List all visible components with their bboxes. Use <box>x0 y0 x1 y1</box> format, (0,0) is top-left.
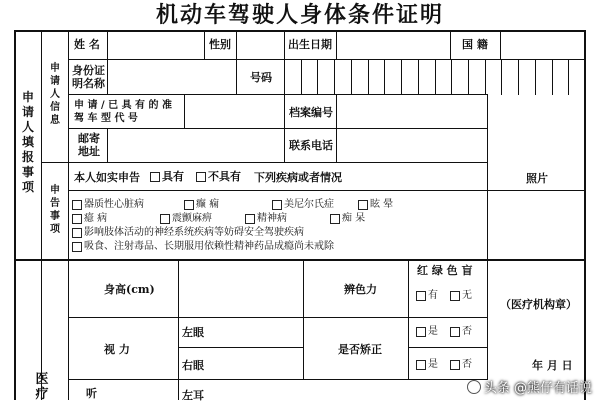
disease-paralysis-text: 震颤麻痹 <box>172 213 212 224</box>
applicant-side-label: 申请人填报事项 <box>21 90 34 194</box>
condition-neuro-checkbox[interactable] <box>72 228 82 238</box>
corrected-yes-1[interactable] <box>416 326 438 338</box>
color-blind-none[interactable] <box>450 290 472 302</box>
watermark-logo-icon <box>467 380 481 394</box>
name-label: 姓 名 <box>74 38 100 51</box>
id-digit-cell-divider <box>351 59 352 95</box>
declare-side-label: 申告事项 <box>50 185 60 235</box>
med-row-corr-mid <box>408 347 488 348</box>
file-num-left <box>284 94 285 129</box>
subsidebar-divider <box>68 30 69 260</box>
corrected-yes-2-checkbox[interactable] <box>416 360 426 370</box>
med-col-5 <box>487 259 488 380</box>
condition-drugs-checkbox[interactable] <box>72 242 82 252</box>
disease-vertigo-checkbox[interactable] <box>358 200 368 210</box>
row-line-1 <box>68 59 586 60</box>
frame-right-line <box>584 30 586 400</box>
frame-left-line <box>14 30 16 400</box>
disease-psychosis[interactable] <box>245 213 287 225</box>
med-row-1 <box>68 317 488 318</box>
postal-divider <box>107 128 108 163</box>
disease-heart-checkbox[interactable] <box>72 200 82 210</box>
section-split-line <box>14 259 586 261</box>
left-eye-label: 左眼 <box>182 326 204 339</box>
corrected-no-1-checkbox[interactable] <box>450 327 460 337</box>
color-blind-none-text: 无 <box>462 290 472 301</box>
license-type-label: 申 请 / 已 具 有 的 准 驾 车 型 代 号 <box>74 100 173 124</box>
declare-prefix: 本人如实申告 <box>74 171 140 184</box>
disease-paralysis-checkbox[interactable] <box>160 214 170 224</box>
disease-dementia-checkbox[interactable] <box>330 214 340 224</box>
condition-neuro[interactable] <box>72 227 304 239</box>
declare-yes-text: 具有 <box>162 170 184 183</box>
id-digit-cell-divider <box>518 59 519 95</box>
gender-label-right <box>236 30 237 60</box>
disease-psychosis-text: 精神病 <box>257 213 287 224</box>
id-digit-cell-divider <box>552 59 553 95</box>
id-digit-cell-divider <box>401 59 402 95</box>
id-digit-cell-divider <box>418 59 419 95</box>
gender-label-left <box>204 30 205 60</box>
dob-label-left <box>284 30 285 60</box>
id-num-label-left <box>236 59 237 95</box>
corrected-yes-1-checkbox[interactable] <box>416 327 426 337</box>
disease-paralysis[interactable] <box>160 213 212 225</box>
id-digit-cell-divider <box>568 59 569 95</box>
phone-right <box>336 128 337 163</box>
vision-label: 视 力 <box>104 343 130 356</box>
corrected-yes-2-text: 是 <box>428 359 438 370</box>
photo-left-line <box>487 94 488 260</box>
row-line-2 <box>68 94 488 95</box>
phone-left <box>284 128 285 163</box>
file-number-label: 档案编号 <box>289 106 333 119</box>
info-bottom-line <box>41 162 488 163</box>
license-divider <box>184 94 185 129</box>
disease-meniere-checkbox[interactable] <box>272 200 282 210</box>
file-num-right <box>336 94 337 129</box>
id-doc-label: 身份证明名称 <box>72 64 105 90</box>
med-row-2 <box>68 379 488 380</box>
id-digit-cell-divider <box>384 59 385 95</box>
disease-dementia[interactable] <box>330 213 365 225</box>
color-blind-have-text: 有 <box>428 290 438 301</box>
disease-hysteria-text: 癔 病 <box>84 213 108 224</box>
id-digit-cell-divider <box>368 59 369 95</box>
disease-hysteria[interactable] <box>72 213 107 225</box>
stamp-label: （医疗机构章） <box>500 298 577 311</box>
color-blind-label: 红 绿 色 盲 <box>417 264 473 277</box>
nationality-label: 国 籍 <box>462 38 488 51</box>
hearing-label: 听 <box>86 387 97 400</box>
disease-epilepsy[interactable] <box>184 199 219 211</box>
left-ear-label: 左耳 <box>182 389 204 402</box>
right-eye-label: 右眼 <box>182 359 204 372</box>
height-label: 身高(cm) <box>104 283 155 296</box>
dob-label-right <box>336 30 337 60</box>
declare-yes-option[interactable] <box>150 171 184 183</box>
watermark-text: 头条 @熊仔有话说 <box>483 381 592 396</box>
corrected-yes-2[interactable] <box>416 359 438 371</box>
id-num-label-right <box>284 59 285 95</box>
nationality-left <box>450 30 451 60</box>
sidebar-divider <box>41 30 42 400</box>
id-digit-cell-divider <box>468 59 469 95</box>
declare-no-checkbox[interactable] <box>196 172 206 182</box>
disease-epilepsy-text: 癫 痫 <box>196 199 220 210</box>
corrected-no-2-text: 否 <box>462 359 472 370</box>
declare-suffix: 下列疾病或者情况 <box>254 171 342 184</box>
dob-label: 出生日期 <box>288 38 332 51</box>
phone-label: 联系电话 <box>289 139 333 152</box>
condition-neuro-text: 影响肢体活动的神经系统疾病等妨碍安全驾驶疾病 <box>84 227 304 238</box>
disease-vertigo[interactable] <box>358 199 393 211</box>
id-digit-cell-divider <box>485 59 486 95</box>
med-col-3 <box>303 259 304 380</box>
corrected-no-2[interactable] <box>450 359 472 371</box>
form-title: 机动车驾驶人身体条件证明 <box>155 2 444 28</box>
corrected-label: 是否矫正 <box>338 343 382 356</box>
declare-no-option[interactable] <box>196 171 241 183</box>
med-col-4 <box>408 259 409 380</box>
declare-line <box>68 190 586 191</box>
declare-yes-checkbox[interactable] <box>150 172 160 182</box>
id-doc-divider <box>107 59 108 95</box>
disease-hysteria-checkbox[interactable] <box>72 214 82 224</box>
corrected-yes-1-text: 是 <box>428 326 438 337</box>
med-row-vision-mid <box>178 347 303 348</box>
disease-heart-text: 器质性心脏病 <box>84 199 144 210</box>
corrected-no-2-checkbox[interactable] <box>450 360 460 370</box>
disease-vertigo-text: 眩 晕 <box>370 199 394 210</box>
applicant-info-label: 申请人信息 <box>50 63 60 126</box>
row-line-3 <box>68 128 488 129</box>
condition-drugs-text: 吸食、注射毒品、长期服用依赖性精神药品成瘾尚未戒除 <box>84 241 334 252</box>
color-blind-have[interactable] <box>416 290 438 302</box>
disease-meniere-text: 美尼尔氏症 <box>284 199 334 210</box>
color-label: 辨色力 <box>344 283 377 296</box>
id-number-label: 号码 <box>250 71 272 84</box>
photo-label: 照片 <box>526 172 548 185</box>
name-divider <box>107 30 108 60</box>
corrected-no-1[interactable] <box>450 326 472 338</box>
postal-label: 邮寄地址 <box>78 132 100 158</box>
date-label: 年 月 日 <box>532 359 573 372</box>
gender-label: 性别 <box>209 38 231 51</box>
nationality-right <box>500 30 501 60</box>
id-digit-cell-divider <box>334 59 335 95</box>
color-blind-none-checkbox[interactable] <box>450 291 460 301</box>
id-digit-cell-divider <box>501 59 502 95</box>
id-digit-cell-divider <box>301 59 302 95</box>
medical-side-label: 医疗 <box>35 372 49 402</box>
disease-heart[interactable] <box>72 199 144 211</box>
id-digit-cell-divider <box>535 59 536 95</box>
id-digit-cell-divider <box>317 59 318 95</box>
declare-no-text: 不具有 <box>208 170 241 183</box>
corrected-no-1-text: 否 <box>462 326 472 337</box>
id-digit-cell-divider <box>451 59 452 95</box>
disease-dementia-text: 痴 呆 <box>342 213 366 224</box>
disease-epilepsy-checkbox[interactable] <box>184 200 194 210</box>
disease-psychosis-checkbox[interactable] <box>245 214 255 224</box>
watermark <box>467 377 592 396</box>
condition-drugs[interactable] <box>72 241 334 253</box>
color-blind-have-checkbox[interactable] <box>416 291 426 301</box>
disease-meniere[interactable] <box>272 199 334 211</box>
id-digit-cell-divider <box>435 59 436 95</box>
